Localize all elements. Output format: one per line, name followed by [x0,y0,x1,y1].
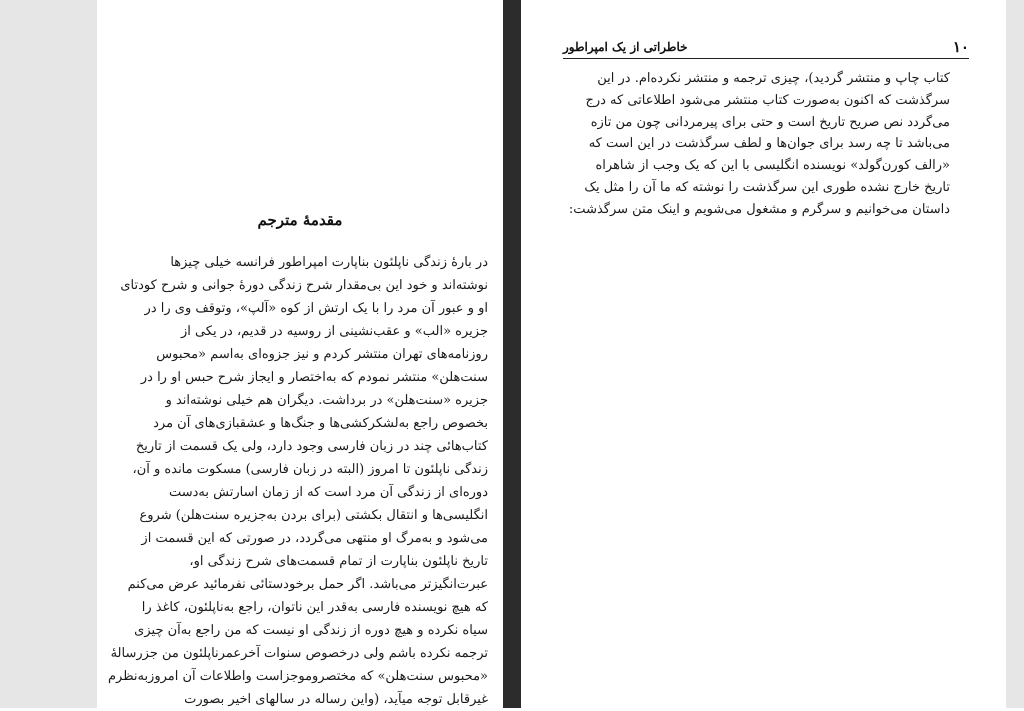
text-line: می‌باشد تا چه رسد برای جوان‌ها و لطف سرگذشت در این است که [588,136,950,152]
text-line: «رالف کورن‌گولد» نویسنده انگلیسی با این که یک وجب از شاهراه [595,158,950,174]
text-line: روزنامه‌های تهران منتشر کردم و نیز جزوه‌ای به‌اسم «محبوس [156,347,488,362]
right-margin-background [1006,0,1024,708]
text-line: سنت‌هلن» منتشر نمودم که به‌اختصار و ایجاز شرح حبس او را در [140,370,488,385]
text-line: جزیره «الب» و عقب‌نشینی از روسیه در قدیم، در یکی از [180,324,488,339]
right-page-body [568,68,950,221]
text-line: «محبوس سنت‌هلن» که مختصروموجزاست واطلاعات آن امروزبه‌نظرم [107,669,488,684]
text-line: غیرقابل توجه میآید، (واین رساله در سالهای اخیر بصورت [184,692,488,707]
text-line: انگلیسی‌ها و انتقال بکشتی (برای بردن به‌جزیره سنت‌هلن) شروع [139,508,488,523]
left-page [97,0,503,708]
text-line: ترجمه نکرده باشم ولی درخصوص سنوات آخرعمرناپلئون من جزرسالهٔ [110,646,488,661]
left-page-body [107,251,488,711]
running-title: خاطراتی از یک امپراطور [563,40,688,54]
text-line: که هیچ نویسنده فارسی به‌قدر این ناتوان، راجع به‌ناپلئون، کاغذ را [141,600,488,615]
text-line: تاریخ ناپلئون بناپارت از تمام قسمت‌های شرح زندگی او، [189,554,488,569]
text-line: زندگی ناپلئون تا امروز (البته در زبان فارسی) مسکوت مانده و آن، [132,462,488,477]
text-line: عبرت‌انگیزتر می‌باشد. اگر حمل برخودستائی نفرمائید عرض می‌کنم [127,577,488,592]
text-line: دوره‌ای از زندگی آن مرد است که از زمان اسارتش به‌دست [168,485,488,500]
text-line: نوشته‌اند و خود این بی‌مقدار شرح زندگی دورهٔ جوانی و شرح کودتای [120,278,488,293]
text-line: می‌شود و به‌مرگ او منتهی می‌گردد، در صورتی که این قسمت از [141,531,488,546]
text-line: سرگذشت که اکنون به‌صورت کتاب منتشر می‌شود اطلاعاتی که درج [585,92,950,108]
text-line: تاریخ خارج نشده طوری این سرگذشت را نوشته که ما آن را مثل یک [584,179,950,195]
text-line: بخصوص راجع به‌لشکرکشی‌ها و جنگ‌ها و عشقبازی‌های آن مرد [153,416,488,431]
text-line: در بارهٔ زندگی ناپلئون بناپارت امپراطور فرانسه خیلی چیزها [170,255,488,270]
text-line: کتاب‌هائی چند در زبان فارسی وجود دارد، ولی یک قسمت از تاریخ [135,439,488,454]
book-spine-gutter [503,0,521,708]
left-margin-background [0,0,97,708]
text-line: او و عبور آن مرد را با یک ارتش از کوه «آلپ»، وتوقف وی را در [144,301,488,316]
text-line: کتاب چاپ و منتشر گردید)، چیزی ترجمه و منتشر نکرده‌ام. در این [597,71,950,86]
page-number: ۱۰ [952,38,969,56]
right-page [521,0,1006,708]
text-line: سیاه نکرده و هیچ دوره از زندگی او نیست که من راجع به‌آن چیزی [134,623,488,638]
text-line: جزیره «سنت‌هلن» در برداشت. دیگران هم خیلی نوشته‌اند و [165,393,488,408]
text-line: می‌گردد نص صریح تاریخ است و حتی برای پیرمردانی چون من تازه [590,114,950,130]
section-heading: مقدمهٔ مترجم [257,211,343,229]
header-rule [563,58,969,59]
text-line: داستان می‌خوانیم و سرگرم و مشغول می‌شویم و اینک متن سرگذشت: [568,201,950,217]
